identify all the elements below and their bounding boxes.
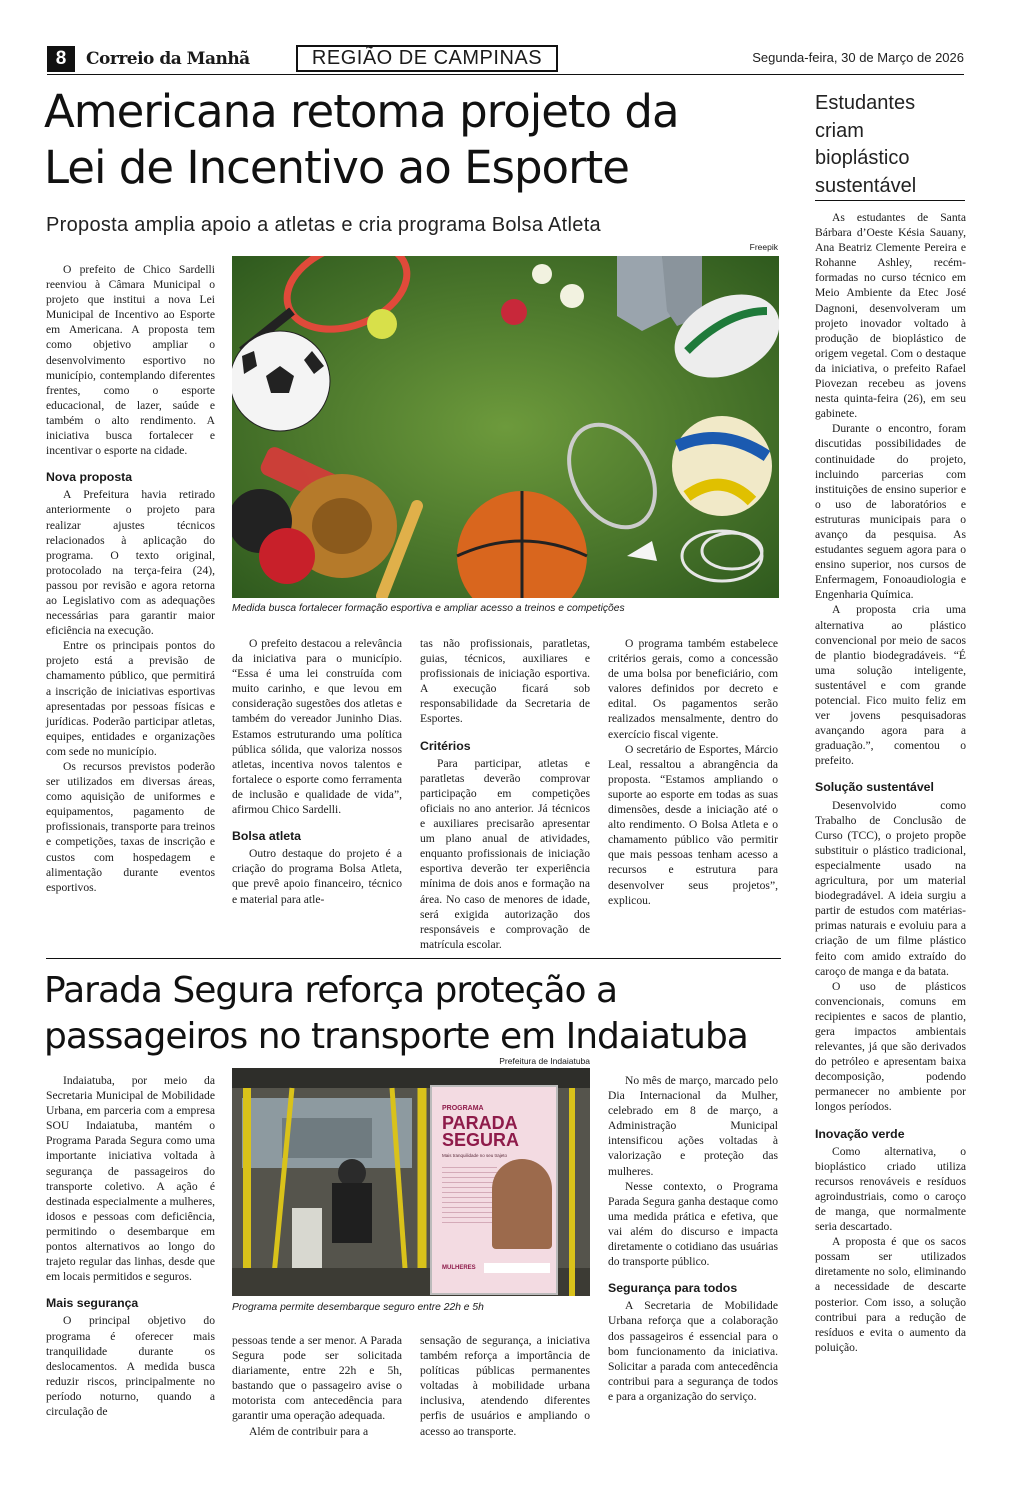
article2-col4-paragraph: Nesse contexto, o Programa Parada Segura ganha destaque como uma medida prática e efetiva, que vai além do discurso e impacta diretamente o cotidiano das usuárias do transporte público.: [608, 1179, 778, 1269]
article1-col1-paragraph: O prefeito de Chico Sardelli reenviou à Câmara Municipal o projeto que institui a nova Lei Municipal de Incentivo ao Esporte em Americana. A proposta tem como objetivo ampliar o desenvolvimento esportivo no município, contemplando diferentes frentes, como o esporte educacional, de lazer, saúde e também o alto rendimento. A iniciativa busca fortalecer e incentivar o esporte na cidade.: [46, 263, 215, 458]
poster-title-line1: PARADA: [442, 1113, 518, 1133]
article2-column3: [420, 1333, 590, 1439]
sidebar-subhead-inovacao: Inovação verde: [815, 1126, 905, 1141]
sidebar-paragraph: A proposta é que os sacos possam ser utilizados diretamente no solo, eliminando a necessidade de descarte posterior. Com isso, a solução contribui para a redução de resíduos e evita o aumento da poluição.: [815, 1235, 966, 1354]
article2-headline-line1: Parada Segura reforça proteção a: [44, 970, 618, 1011]
sidebar-paragraph: As estudantes de Santa Bárbara d’Oeste Késia Sauany, Ana Beatriz Clemente Pereira e Rohanne Ashley, recém-formadas no curso técnico em Meio Ambiente da Etec José Dagnoni, desenvolveram um projeto inovador voltado à produção de bioplástico de origem vegetal. Com o destaque da iniciativa, o prefeito Rafael Piovezan recebeu as jovens nesta quinta-feira (26), em seu gabinete.: [815, 211, 966, 421]
article1-column2: [232, 636, 402, 907]
article1-col2-paragraph: O prefeito destacou a relevância da iniciativa para o município. “Essa é uma lei construída com muito carinho, e que levou em consideração sugestões dos atletas e também do vereador Juninho Dias. Estamos estruturando uma política pública sólida, que valoriza nossos atletas, incentiva novos talentos e fortalece o esporte como ferramenta de inclusão e qualidade de vida”, afirmou Chico Sardelli.: [232, 637, 402, 817]
article2-subhead-mais-seguranca: Mais segurança: [46, 1296, 139, 1311]
article1-subhead-nova-proposta: Nova proposta: [46, 470, 133, 485]
article1-col4-paragraph: O programa também estabelece critérios gerais, como a concessão de uma bolsa por beneficiário, com valores definidos por decreto e edital. Os pagamentos serão realizados mensalmente, dentro do exercício fiscal vigente.: [608, 637, 778, 741]
article2-photo-credit: Prefeitura de Indaiatuba: [499, 1056, 590, 1066]
poster-body-lines: [442, 1167, 497, 1227]
poster-logo-strip: [484, 1263, 550, 1273]
sidebar-paragraph: A proposta cria uma alternativa ao plástico convencional por meio de sacos de plantio biodegradáveis. “É uma solução inteligente, sustentável e com grande potencial. Fico muito feliz em ver jovens pesquisadoras avançando agora para a graduação.”, comentou o prefeito.: [815, 603, 966, 768]
article1-headline-line2: Lei de Incentivo ao Esporte: [44, 141, 629, 194]
sidebar-paragraph: Durante o encontro, foram discutidas possibilidades de continuidade do projeto, incluindo parcerias com instituições de ensino superior e o uso de laboratórios e estruturas municipais para o avanço da pesquisa. As estudantes seguem agora para o ensino superior, nos cursos de Enfermagem, Fonoaudiologia e Engenharia Química.: [815, 422, 966, 602]
sidebar-paragraph: Como alternativa, o bioplástico criado utiliza recursos renováveis e resíduos agroindustriais, como o caroço de manga, que normalmente seria descartado.: [815, 1144, 966, 1234]
article2-headline: [44, 968, 794, 1060]
sidebar-paragraph: Desenvolvido como Trabalho de Conclusão de Curso (TCC), o projeto propõe substituir o plástico tradicional, especialmente usado na agricultura, por um material biodegradável. A ideia surgiu a partir de estudos com matérias-primas naturais e evoluiu para a criação de um filme plástico feito com amido extraído do caroço de manga e da batata.: [815, 798, 966, 978]
article1-photo-caption: Medida busca fortalecer formação esportiva e ampliar acesso a treinos e competições: [232, 603, 625, 614]
article2-col2-paragraph: Além de contribuir para a: [249, 1424, 369, 1438]
header-rule: [47, 74, 964, 75]
article2-col1-paragraph: Indaiatuba, por meio da Secretaria Municipal de Mobilidade Urbana, em parceria com a empresa SOU Indaiatuba, mantém o Programa Parada Segura como uma importante iniciativa voltada à segurança de passageiros do transporte coletivo. A ação é destinada especialmente a mulheres, idosos e pessoas com deficiência, permitindo o desembarque em pontos alternativos ao longo do trajeto regular das linhas, desde que em locais permitidos e seguros.: [46, 1074, 215, 1284]
article1-col4-paragraph: O secretário de Esportes, Márcio Leal, ressaltou a abrangência da proposta. “Estamos ampliando o suporte ao esporte em todas as suas dimensões, desde a iniciação até o alto rendimento. O Bolsa Atleta e o chamamento público vão permitir que mais pessoas tenham acesso a recursos e estrutura para desenvolver seus projetos”, explicou.: [608, 742, 778, 907]
article2-col3-paragraph: sensação de segurança, a iniciativa também reforça a importância de políticas públicas permanentes voltadas à mobilidade urbana inclusiva, atendendo diferentes perfis de usuários e ampliando o acesso ao transporte.: [420, 1334, 590, 1438]
article1-column1: [46, 262, 215, 895]
poster-title-line2: SEGURA: [442, 1130, 520, 1150]
article2-col4-paragraph: No mês de março, marcado pelo Dia Internacional da Mulher, celebrado em 8 de março, a Administração Municipal intensificou ações voltadas à valorização e proteção das mulheres.: [608, 1074, 778, 1178]
poster-tagline: Mais tranquilidade no seu trajeto: [442, 1153, 508, 1158]
article1-photo-credit: Freepik: [749, 242, 778, 252]
article2-col4b-paragraph: A Secretaria de Mobilidade Urbana reforça que a colaboração dos passageiros é essencial para o bom funcionamento da iniciativa. Solicitar a parada com antecedência contribui para a segurança de todos e para a organização do serviço.: [608, 1299, 778, 1403]
poster-program-label: PROGRAMA: [442, 1105, 484, 1112]
sidebar-column: [815, 210, 966, 1355]
article2-subhead-seguranca-todos: Segurança para todos: [608, 1281, 738, 1296]
article1-col1b-paragraph: Os recursos previstos poderão ser utilizados em diversas áreas, como aquisição de uniformes e equipamentos, pagamento de profissionais, transporte para treinos e competições, taxas de inscrição e custos com hospedagem e alimentação durante eventos esportivos.: [46, 760, 215, 894]
article2-column4: [608, 1073, 778, 1404]
article2-col2-paragraph: pessoas tende a ser menor. A Parada Segura pode ser solicitada diariamente, entre 22h e 5h, bastando que o passageiro avise o motorista com antecedência para garantir uma operação adequada.: [232, 1334, 402, 1423]
article2-column2: [232, 1333, 402, 1439]
article1-col3-paragraph: tas não profissionais, paratletas, guias, técnicos, auxiliares e profissionais de iniciação esportiva. A execução ficará sob responsabilidade da Secretaria de Esportes.: [420, 637, 590, 726]
article1-col3b-paragraph: Para participar, atletas e paratletas deverão comprovar participação em competições oficiais no ano anterior. Já técnicos e auxiliares precisarão apresentar um plano anual de atividades, enquanto profissionais de iniciação esportiva deverão ter experiência mínima de dois anos e formação na área. No caso de menores de idade, será exigida autorização dos responsáveis e comprovação de matrícula escolar.: [420, 756, 590, 951]
parada-segura-poster: [430, 1085, 558, 1295]
bus-interior-photo: [232, 1068, 590, 1296]
article2-photo-caption: Programa permite desembarque seguro entre 22h e 5h: [232, 1302, 484, 1313]
article1-col2b-paragraph: Outro destaque do projeto é a criação do programa Bolsa Atleta, que prevê apoio financeiro, técnico e material para atle-: [232, 847, 402, 906]
article1-subheadline: Proposta amplia apoio a atletas e cria programa Bolsa Atleta: [46, 214, 601, 236]
poster-women-illustration: [492, 1159, 552, 1249]
article1-subhead-bolsa-atleta: Bolsa atleta: [232, 829, 302, 844]
article2-top-rule: [46, 958, 781, 959]
sidebar-paragraph: O uso de plásticos convencionais, comuns em recipientes e sacos de plantio, gera impactos ambientais relevantes, já que são derivados do petróleo e apresentam baixa decomposição, podendo permanecer no ambiente por longos períodos.: [815, 979, 966, 1114]
newspaper-name: Correio da Manhã: [86, 49, 250, 69]
poster-footer-label: MULHERES: [442, 1265, 476, 1271]
article1-headline: [44, 84, 784, 196]
sports-equipment-photo: [232, 256, 779, 598]
sidebar-rule: [815, 200, 965, 201]
sidebar-subhead-solucao: Solução sustentável: [815, 780, 934, 795]
article1-col1b-paragraph: A Prefeitura havia retirado anteriormente o projeto para realizar ajustes técnicos relacionados à aplicação do programa. O texto original, protocolado na terça-feira (24), passou por revisão e agora retorna ao Legislativo com as adequações necessárias para garantir maior eficiência na execução.: [46, 488, 215, 638]
page-number: 8: [47, 46, 75, 72]
article1-column3: [420, 636, 590, 952]
section-label: REGIÃO DE CAMPINAS: [296, 45, 558, 72]
article1-col1b-paragraph: Entre os principais pontos do projeto está a previsão de chamamento público, que permitirá a inscrição de iniciativas esportivas apresentadas por pessoas físicas e jurídicas. Poderão participar atletas, equipes, entidades e organizações com sede no município.: [46, 639, 215, 758]
article2-headline-line2: passageiros no transporte em Indaiatuba: [44, 1016, 748, 1057]
edition-date: Segunda-feira, 30 de Março de 2026: [752, 50, 964, 65]
article1-headline-line1: Americana retoma projeto da: [44, 85, 679, 138]
article2-column1: [46, 1073, 215, 1419]
sidebar-headline: Estudantes criam bioplástico sustentável: [815, 92, 917, 197]
sports-equipment-illustration: [232, 256, 779, 598]
article1-column4: [608, 636, 778, 908]
article1-subhead-criterios: Critérios: [420, 738, 471, 753]
article2-col1b-paragraph: O principal objetivo do programa é oferecer mais tranquilidade durante os deslocamentos. A medida busca reduzir riscos, principalmente no período noturno, quando a circulação de: [46, 1314, 215, 1418]
